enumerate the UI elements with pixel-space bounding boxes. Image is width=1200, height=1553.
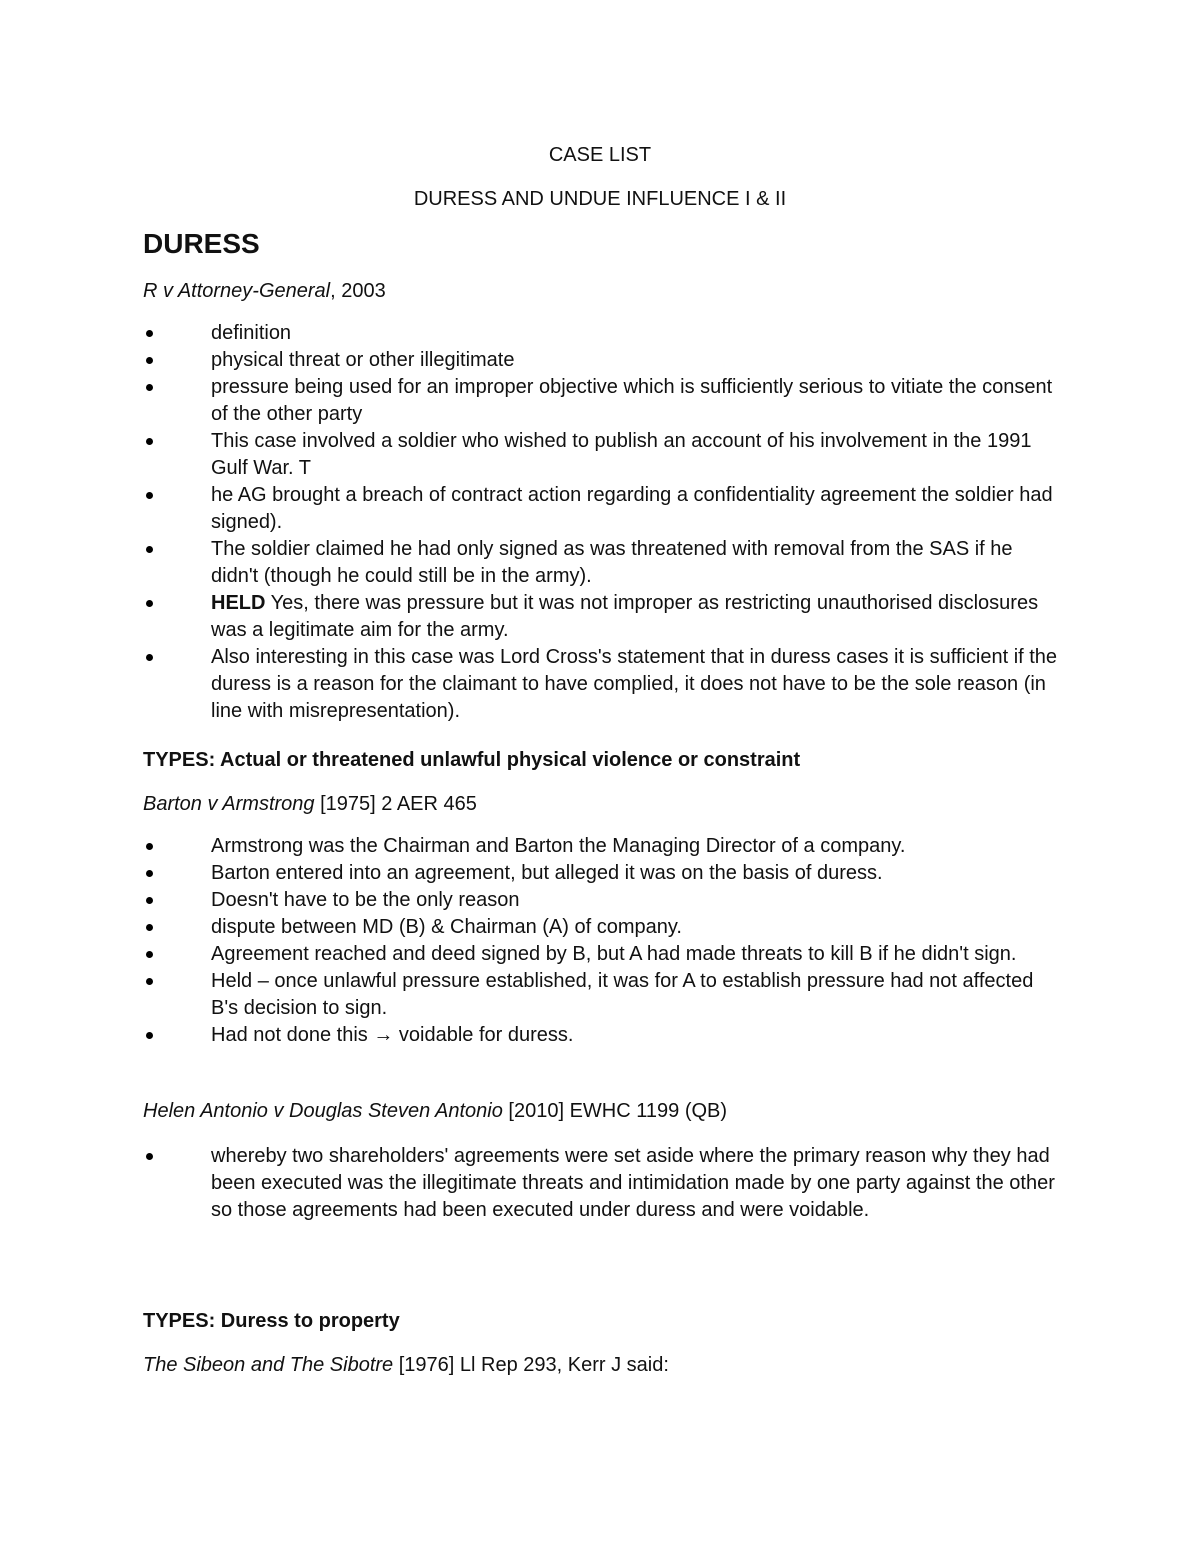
bullet-icon bbox=[146, 357, 153, 364]
list-item: Doesn't have to be the only reason bbox=[143, 887, 1063, 914]
list-item: HELD Yes, there was pressure but it was not improper as restricting unauthorised disclosures was a legitimate aim for the army. bbox=[143, 590, 1063, 644]
section-heading-duress: DURESS bbox=[143, 228, 260, 259]
bullet-icon bbox=[146, 384, 153, 391]
case-block-sibeon-and-sibotre bbox=[143, 1352, 1063, 1379]
case-citation: [1976] Ll Rep 293, Kerr J said: bbox=[393, 1354, 669, 1376]
bullet-icon bbox=[146, 546, 153, 553]
list-item: Armstrong was the Chairman and Barton the Managing Director of a company. bbox=[143, 833, 1063, 860]
list-item: This case involved a soldier who wished to publish an account of his involvement in the 1991 Gulf War. T bbox=[143, 428, 1063, 482]
bullet-icon bbox=[146, 843, 153, 850]
case-bullet-list bbox=[143, 320, 1063, 725]
bullet-icon bbox=[146, 978, 153, 985]
case-citation: [2010] EWHC 1199 (QB) bbox=[502, 1100, 728, 1122]
list-item: he AG brought a breach of contract action regarding a confidentiality agreement the soldier had signed). bbox=[143, 482, 1063, 536]
case-heading bbox=[143, 1098, 1063, 1125]
list-item: Held – once unlawful pressure established, it was for A to establish pressure had not affected B's decision to sign. bbox=[143, 968, 1063, 1022]
bullet-icon bbox=[146, 330, 153, 337]
bullet-icon bbox=[146, 654, 153, 661]
document-title: CASE LIST bbox=[548, 144, 652, 166]
list-item: definition bbox=[143, 320, 1063, 347]
case-citation: , 2003 bbox=[330, 280, 386, 302]
list-item: Also interesting in this case was Lord Cross's statement that in duress cases it is sufficient if the duress is a reason for the claimant to have complied, it does not have to be the sole reason (in line with misrepresentation). bbox=[143, 644, 1063, 725]
bullet-icon bbox=[146, 438, 153, 445]
document-subtitle: DURESS AND UNDUE INFLUENCE I & II bbox=[413, 188, 787, 210]
bullet-icon bbox=[146, 870, 153, 877]
held-label: HELD bbox=[211, 592, 266, 614]
case-block-antonio-v-antonio bbox=[143, 1098, 1063, 1224]
case-name: Barton v Armstrong bbox=[143, 793, 315, 815]
list-item: Barton entered into an agreement, but alleged it was on the basis of duress. bbox=[143, 860, 1063, 887]
case-bullet-list bbox=[143, 1143, 1063, 1224]
case-name: Helen Antonio v Douglas Steven Antonio bbox=[143, 1100, 503, 1122]
case-name: The Sibeon and The Sibotre bbox=[143, 1354, 394, 1376]
case-bullet-list bbox=[143, 833, 1063, 1049]
bullet-icon bbox=[146, 897, 153, 904]
case-heading bbox=[143, 278, 1063, 305]
bullet-icon bbox=[146, 600, 153, 607]
list-item: physical threat or other illegitimate bbox=[143, 347, 1063, 374]
types-heading-duress-to-property: TYPES: Duress to property bbox=[143, 1310, 400, 1332]
list-item: dispute between MD (B) & Chairman (A) of company. bbox=[143, 914, 1063, 941]
case-heading bbox=[143, 1352, 1063, 1379]
bullet-icon bbox=[146, 1032, 153, 1039]
case-block-r-v-attorney-general bbox=[143, 278, 1063, 725]
bullet-icon bbox=[146, 951, 153, 958]
list-item: whereby two shareholders' agreements were set aside where the primary reason why they had been executed was the illegitimate threats and intimidation made by one party against the other so those agreements had been executed under duress and were voidable. bbox=[143, 1143, 1063, 1224]
bullet-icon bbox=[146, 924, 153, 931]
bullet-icon bbox=[146, 492, 153, 499]
case-heading bbox=[143, 791, 1063, 818]
list-item: The soldier claimed he had only signed as was threatened with removal from the SAS if he didn't (though he could still be in the army). bbox=[143, 536, 1063, 590]
bullet-icon bbox=[146, 1153, 153, 1160]
case-citation: [1975] 2 AER 465 bbox=[314, 793, 477, 815]
case-name: R v Attorney-General bbox=[143, 280, 331, 302]
list-item: pressure being used for an improper objective which is sufficiently serious to vitiate the consent of the other party bbox=[143, 374, 1063, 428]
list-item: Had not done this → voidable for duress. bbox=[143, 1022, 1063, 1049]
types-heading-physical-violence: TYPES: Actual or threatened unlawful physical violence or constraint bbox=[143, 749, 801, 771]
list-item: Agreement reached and deed signed by B, but A had made threats to kill B if he didn't sign. bbox=[143, 941, 1063, 968]
case-block-barton-v-armstrong bbox=[143, 791, 1063, 1049]
